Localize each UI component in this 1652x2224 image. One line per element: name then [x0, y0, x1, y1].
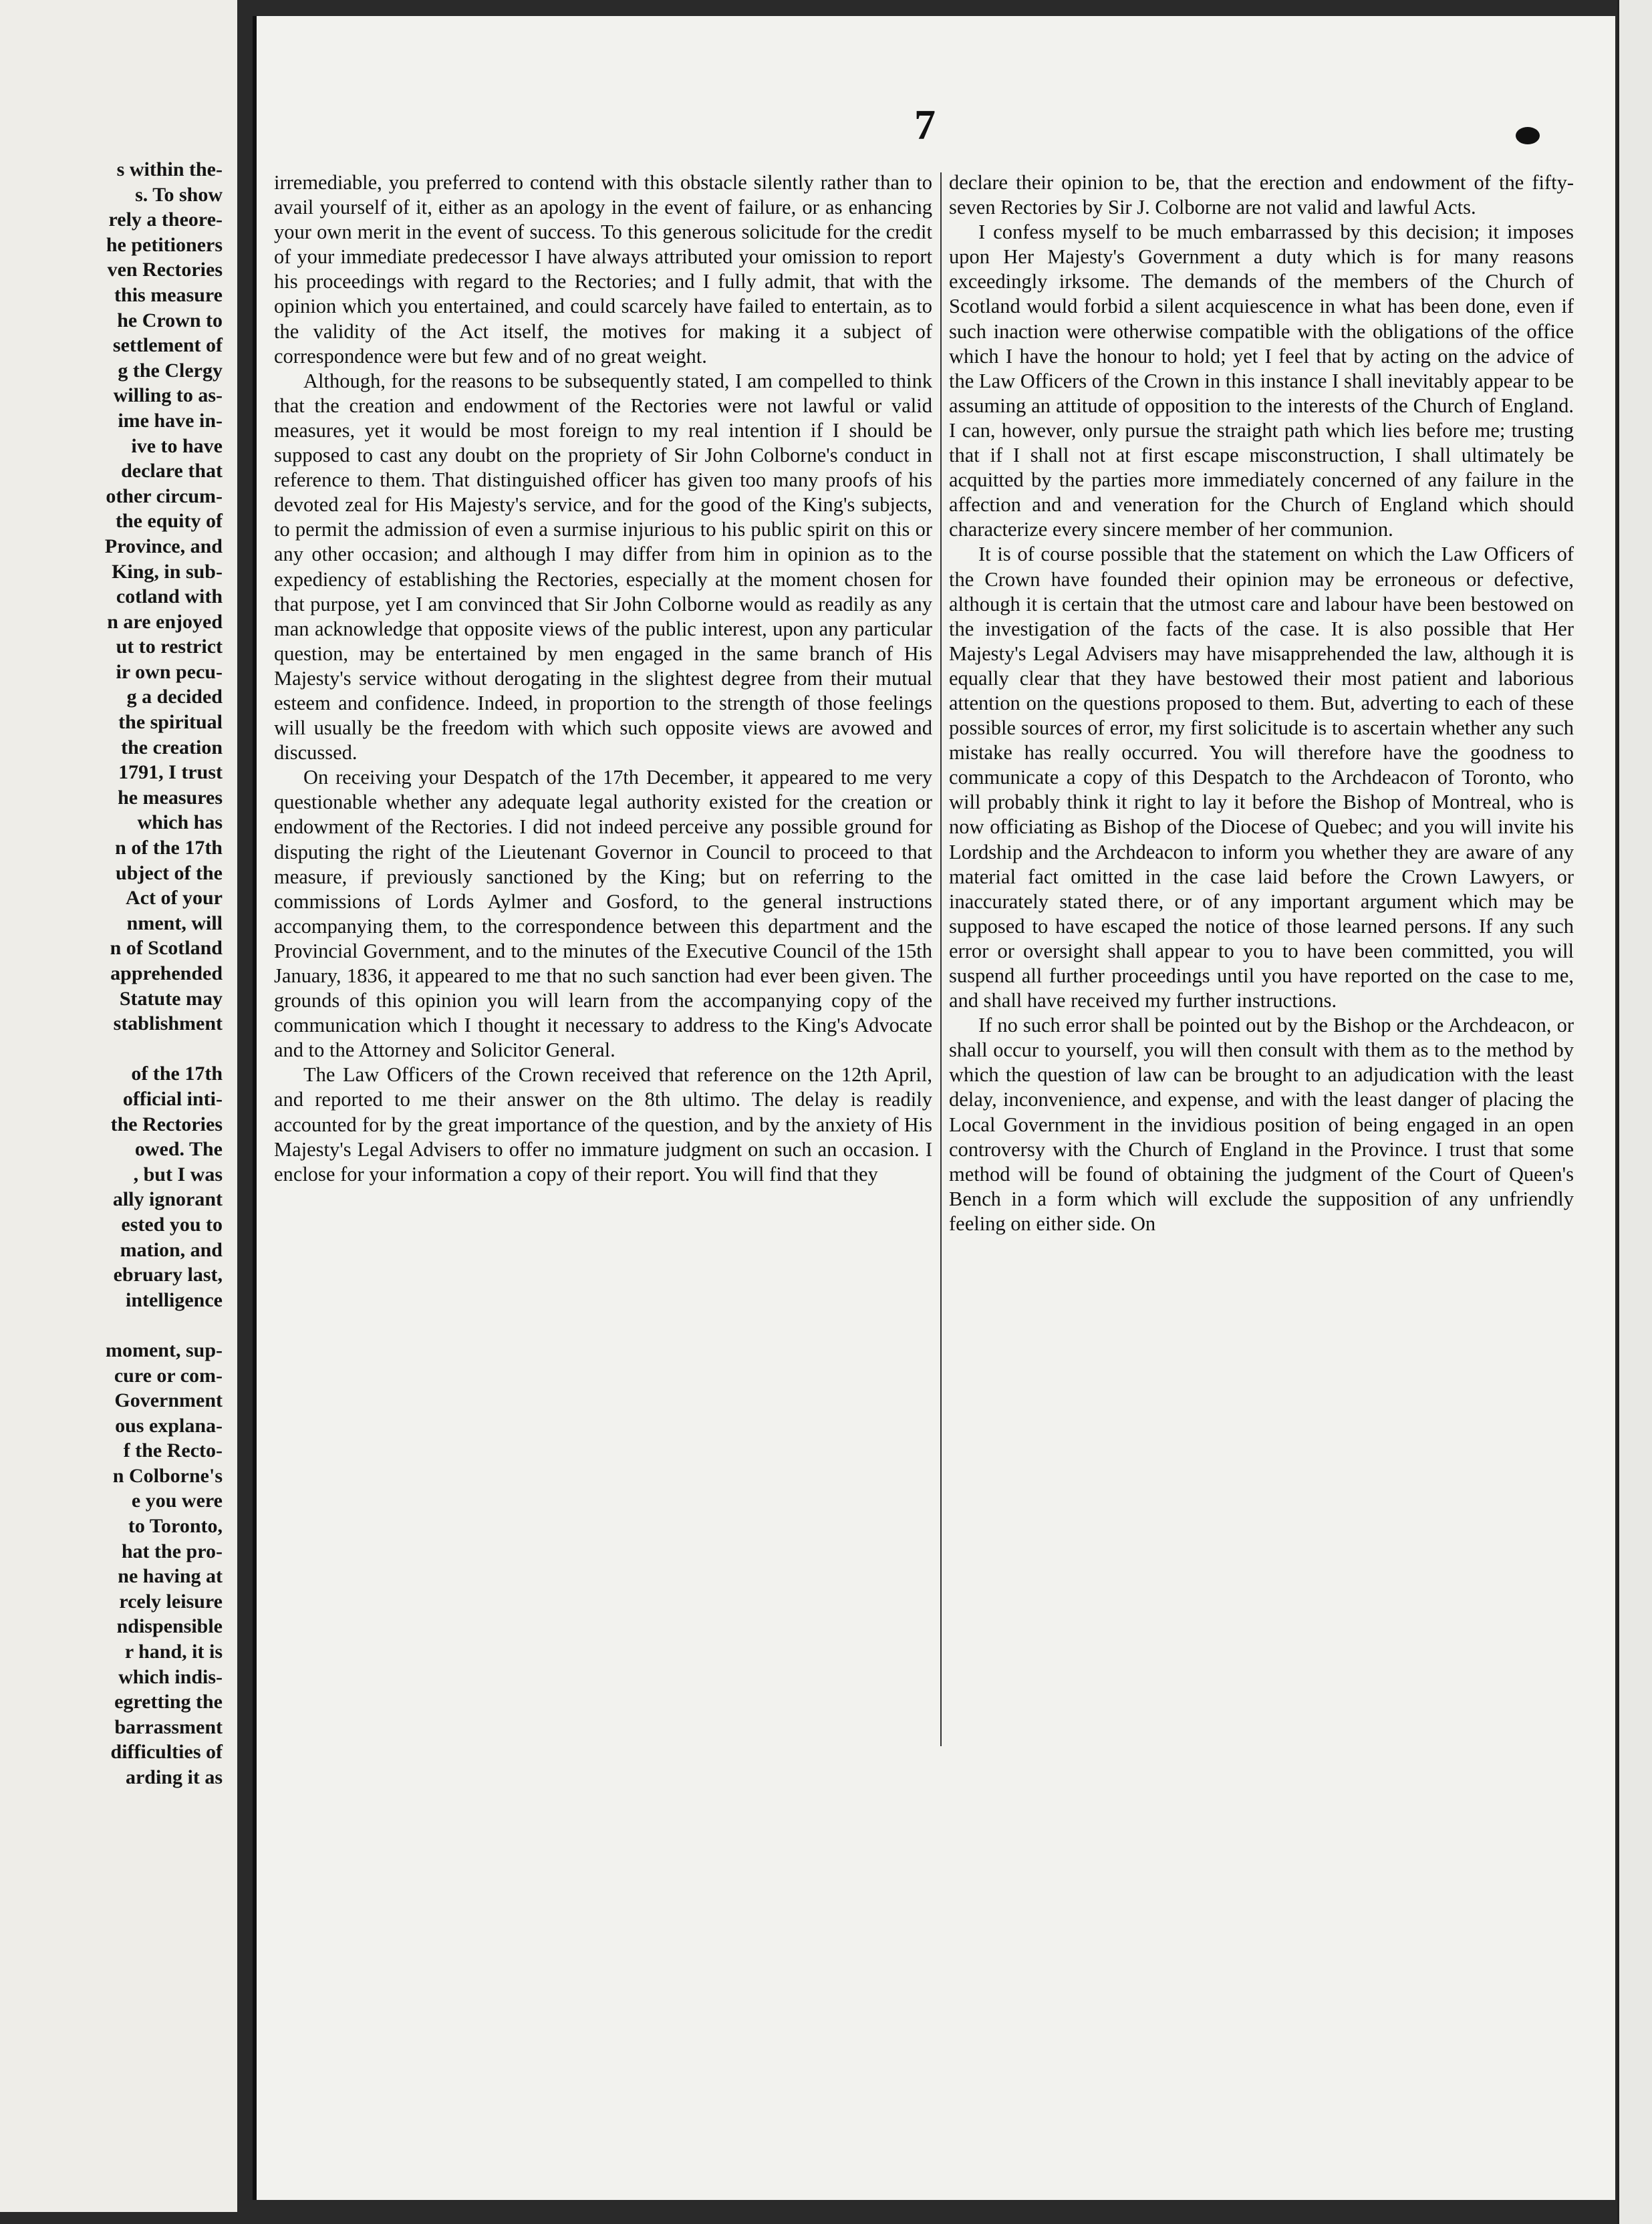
paragraph: declare their opinion to be, that the erection and endowment of the fifty-seven Rectories by Sir J. Colborne are not valid and lawful Acts. [949, 171, 1574, 219]
left-page-line: he petitioners [106, 233, 223, 256]
left-page-line: cure or com- [114, 1364, 223, 1387]
left-page-line: n of the 17th [115, 837, 223, 859]
left-page-gap [2, 1036, 223, 1062]
left-page-line: , but I was [133, 1163, 223, 1186]
left-page-line: this measure [114, 283, 223, 306]
ink-blot [1516, 127, 1540, 144]
left-page-line: f the Recto- [123, 1439, 223, 1462]
left-page [0, 0, 237, 2212]
page-number: 7 [914, 101, 936, 148]
text-column-left [274, 170, 932, 1187]
left-page-line: difficulties of [110, 1741, 223, 1764]
left-page-line: he measures [118, 786, 223, 809]
left-page-line: the spiritual [118, 711, 223, 734]
left-page-line: moment, sup- [105, 1339, 223, 1361]
left-page-line: ne having at [118, 1565, 223, 1588]
left-page-line: Statute may [119, 987, 223, 1010]
left-page-line: ven Rectories [107, 259, 223, 281]
left-page-line: the creation [121, 736, 223, 758]
left-page-line: Act of your [126, 887, 223, 910]
left-page-line: ous explana- [115, 1414, 223, 1437]
left-page-line: apprehended [110, 962, 223, 984]
left-page-line: Government [114, 1389, 223, 1412]
left-page-line: ested you to [121, 1213, 223, 1236]
left-page-line: ubject of the [116, 861, 223, 884]
paragraph: Although, for the reasons to be subsequently stated, I am compelled to think that the creation and endowment of the Rectories were not lawful or valid measures, yet it would be most foreign to my real intention if I should be supposed to cast any doubt on the propriety of Sir John Colborne's conduct in reference to them. That distinguished officer has given too many proofs of his devoted zeal for His Majesty's service, and for the good of the King's subjects, to permit the admission of even a surmise injurious to his public spirit on this or any other occasion; and although I may differ from him in opinion as to the expediency of establishing the Rectories, especially at the moment chosen for that purpose, yet I am convinced that Sir John Colborne would as readily as any man acknowledge that opposite views of the public interest, upon any particular question, may be entertained by men engaged in the same branch of His Majesty's service without derogating in the slightest degree from their mutual esteem and confidence. Indeed, in proportion to the strength of those feelings will usually be the freedom with which such opposite views are avowed and discussed. [274, 369, 932, 764]
left-page-line: to Toronto, [128, 1515, 223, 1538]
left-page-line: owed. The [134, 1138, 223, 1161]
left-page-line: rcely leisure [119, 1590, 223, 1613]
column-divider [940, 172, 942, 1746]
paragraph: It is of course possible that the statement on which the Law Officers of the Crown have founded their opinion may be erroneous or defective, although it is certain that the utmost care and labour have been bestowed on the investigation of the facts of the case. It is also possible that Her Majesty's Legal Advisers may have misapprehended the law, although it is equally clear that they have bestowed their most patient and laborious attention on the questions proposed to them. But, adverting to each of these possible sources of error, my first solicitude is to ascertain whether any such mistake has really occurred. You will therefore have the goodness to communicate a copy of this Despatch to the Archdeacon of Toronto, who will probably think it right to lay it before the Bishop of Montreal, who is now officiating as Bishop of the Diocese of Quebec; and you will invite his Lordship and the Archdeacon to inform you whether they are aware of any material fact omitted in the case laid before the Crown Lawyers, or inaccurately stated there, or of any important argument which may be supposed to have escaped the notice of those learned persons. If any such error or oversight shall appear to you to have been committed, you will suspend all further proceedings until you have reported on the case to me, and shall have received my further instructions. [949, 543, 1574, 1012]
left-page-line: n are enjoyed [107, 610, 223, 633]
left-page-line: stablishment [113, 1012, 223, 1035]
left-page-line: Province, and [104, 535, 223, 557]
left-page-line: which indis- [118, 1665, 223, 1688]
left-page-line: ime have in- [118, 409, 223, 432]
paragraph: irremediable, you preferred to contend with this obstacle silently rather than to avail yourself of it, either as an apology in the event of failure, or as enhancing your own merit in the event of success. To this generous solicitude for the credit of your immediate predecessor I have always attributed your omission to report his proceedings with regard to the Rectories; and I fully admit, that with the opinion which you entertained, and could scarcely have failed to entertain, as to the validity of the Act itself, the motives for making it a subject of correspondence were but few and of no great weight. [274, 171, 932, 368]
left-page-line: ive to have [131, 434, 223, 457]
left-page-line: other circum- [106, 484, 223, 507]
text-column-right [949, 170, 1574, 1236]
left-page-line: hat the pro- [121, 1540, 223, 1562]
paragraph: The Law Officers of the Crown received that reference on the 12th April, and reported to me their answer on the 8th ultimo. The delay is readily accounted for by the great importance of the question, and by the anxiety of His Majesty's Legal Advisers to offer no immature judgment on such an occasion. I enclose for your information a copy of their report. You will find that they [274, 1063, 932, 1186]
left-page-line: settlement of [112, 334, 223, 357]
left-page-line: egretting the [114, 1691, 223, 1713]
left-page-line: official inti- [122, 1087, 223, 1110]
left-page-line: r hand, it is [124, 1641, 223, 1663]
left-page-line: n Colborne's [112, 1464, 223, 1487]
paragraph: On receiving your Despatch of the 17th December, it appeared to me very questionable whether any adequate legal authority existed for the creation or endowment of the Rectories. I did not indeed perceive any possible ground for disputing the right of the Lieutenant Governor in Council to proceed to that measure, if previously sanctioned by the King; but on referring to the commissions of Lords Aylmer and Gosford, to the general instructions accompanying them, to the correspondence between this department and the Provincial Government, and to the minutes of the Executive Council of the 15th January, 1836, it appeared to me that no such sanction had ever been given. The grounds of this opinion you will learn from the accompanying copy of the communication which I thought it necessary to address to the King's Advocate and to the Attorney and Solicitor General. [274, 766, 932, 1062]
left-page-line: e you were [131, 1490, 223, 1512]
left-page-line: cotland with [116, 585, 223, 608]
paragraph: If no such error shall be pointed out by the Bishop or the Archdeacon, or shall occur to yourself, you will then consult with them as to the method by which the question of law can be brought to an adjudication with the least delay, inconvenience, and expense, and with the least danger of placing the Local Government in the invidious position of being engaged in an open controversy with the Church of England in the Province. I trust that some method will be found of obtaining the judgment of the Court of Queen's Bench in a form which will exclude the supposition of any unfriendly feeling on either side. On [949, 1014, 1574, 1235]
left-page-line: King, in sub- [112, 560, 223, 583]
paragraph: I confess myself to be much embarrassed by this decision; it imposes upon Her Majesty's Government a duty which is for many reasons exceedingly irksome. The demands of the members of the Church of Scotland would forbid a silent acquiescence in what has been done, even if such inaction were otherwise compatible with the obligations of the office which I have the honour to hold; yet I feel that by acting on the advice of the Law Officers of the Crown in this instance I shall inevitably appear to be assuming an attitude of opposition to the interests of the Church of England. I can, however, only pursue the straight path which lies before me; trusting that if I shall not at first escape misconstruction, I shall ultimately be acquitted by the parties more immediately concerned of any failure in the affection and and veneration for the Church of England which should characterize every sincere member of her communion. [949, 221, 1574, 541]
left-page-line: ir own pecu- [116, 660, 223, 683]
left-page-text [2, 157, 223, 1790]
left-page-line: s. To show [135, 183, 223, 206]
left-page-line: the Rectories [110, 1113, 223, 1135]
left-page-line: arding it as [125, 1766, 223, 1788]
left-page-line: of the 17th [131, 1063, 223, 1085]
left-page-line: which has [137, 811, 223, 834]
left-page-line: willing to as- [113, 384, 223, 407]
left-page-line: ebruary last, [113, 1264, 223, 1286]
left-page-line: nment, will [126, 912, 223, 934]
left-page-line: g a decided [126, 686, 223, 708]
left-page-line: ndispensible [116, 1615, 223, 1638]
left-page-line: mation, and [120, 1238, 223, 1261]
left-page-line: rely a theore- [108, 208, 223, 231]
left-page-gap [2, 1312, 223, 1338]
left-page-line: g the Clergy [118, 359, 223, 382]
left-page-line: 1791, I trust [118, 761, 223, 784]
left-page-line: intelligence [126, 1288, 223, 1311]
left-page-line: ally ignorant [112, 1188, 223, 1211]
left-page-line: ut to restrict [116, 636, 223, 658]
left-page-line: barrassment [114, 1715, 223, 1738]
left-page-line: he Crown to [117, 309, 223, 331]
left-page-line: s within the- [116, 158, 223, 180]
right-page-edge [1617, 0, 1652, 2224]
left-page-line: n of Scotland [110, 937, 223, 960]
left-page-line: the equity of [116, 510, 223, 533]
left-page-line: declare that [121, 460, 223, 482]
